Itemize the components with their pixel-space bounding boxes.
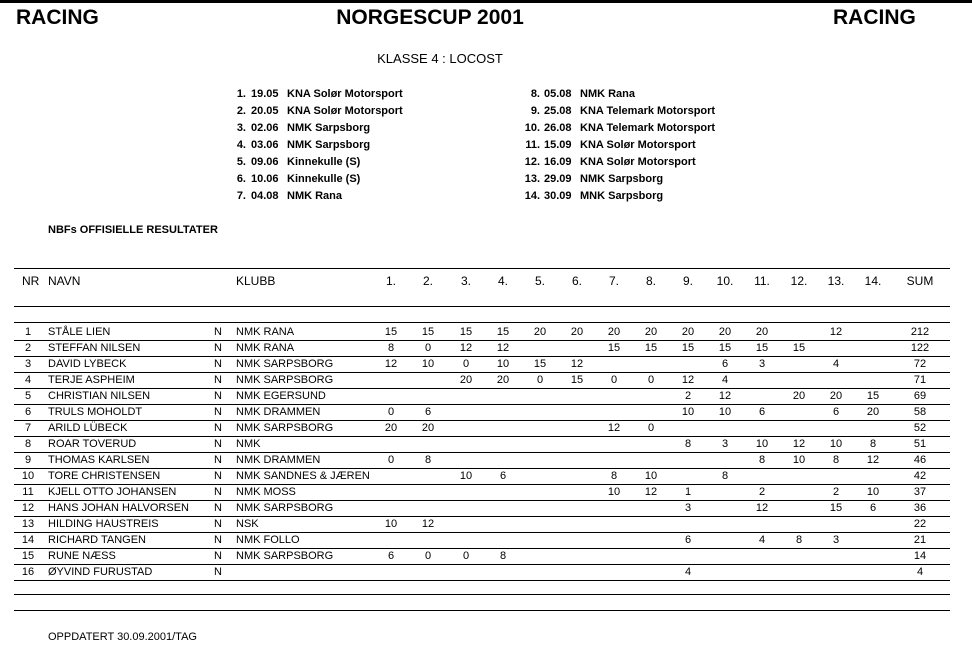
row-sum: 72	[913, 358, 927, 370]
schedule-num: 2.	[236, 105, 246, 117]
schedule-date: 20.05	[251, 105, 279, 117]
column-header-club: KLUBB	[236, 274, 276, 288]
row-rank: 7	[24, 422, 32, 434]
schedule-place: Kinnekulle (S)	[287, 156, 361, 168]
row-score: 20	[792, 390, 806, 402]
row-score: 12	[792, 438, 806, 450]
row-score: 3	[832, 534, 840, 546]
row-sum: 36	[913, 502, 927, 514]
column-header-race: 13.	[827, 274, 845, 288]
divider	[14, 548, 950, 549]
schedule-item	[518, 171, 715, 188]
divider	[14, 484, 950, 485]
row-score: 20	[384, 422, 398, 434]
schedule-date: 19.05	[251, 88, 279, 100]
schedule-place: NMK Sarpsborg	[287, 139, 371, 151]
column-header-race: 10.	[716, 274, 734, 288]
schedule-num: 9.	[530, 105, 540, 117]
class-label: KLASSE 4 : LOCOST	[377, 51, 503, 66]
schedule-date: 04.08	[251, 190, 279, 202]
row-score: 4	[721, 374, 729, 386]
row-score: 3	[758, 358, 766, 370]
row-score: 10	[607, 486, 621, 498]
row-rank: 8	[24, 438, 32, 450]
row-name: ØYVIND FURUSTAD	[48, 566, 153, 578]
row-club: NMK EGERSUND	[236, 390, 326, 402]
header-left: RACING	[16, 6, 99, 29]
row-score: 6	[869, 502, 877, 514]
schedule-place: KNA Solør Motorsport	[580, 156, 696, 168]
row-name: STÅLE LIEN	[48, 326, 111, 338]
divider	[14, 436, 950, 437]
schedule-date: 05.08	[544, 88, 572, 100]
row-rank: 5	[24, 390, 32, 402]
row-score: 0	[462, 358, 470, 370]
schedule-date: 02.06	[251, 122, 279, 134]
row-score: 15	[384, 326, 398, 338]
column-header-race: 7.	[608, 274, 619, 288]
row-score: 8	[721, 470, 729, 482]
row-score: 8	[795, 534, 803, 546]
schedule-place: KNA Solør Motorsport	[287, 88, 403, 100]
row-nation: N	[214, 438, 222, 450]
row-score: 20	[459, 374, 473, 386]
row-score: 10	[421, 358, 435, 370]
row-score: 15	[718, 342, 732, 354]
row-sum: 52	[913, 422, 927, 434]
column-header-race: 1.	[385, 274, 396, 288]
row-score: 20	[866, 406, 880, 418]
row-score: 10	[829, 438, 843, 450]
row-score: 8	[499, 550, 507, 562]
row-club: NMK SARPSBORG	[236, 502, 334, 514]
divider	[14, 340, 950, 341]
row-nation: N	[214, 390, 222, 402]
row-score: 20	[644, 326, 658, 338]
row-score: 20	[755, 326, 769, 338]
row-name: THOMAS KARLSEN	[48, 454, 150, 466]
column-header-race: 5.	[534, 274, 545, 288]
row-rank: 13	[21, 518, 35, 530]
row-sum: 22	[913, 518, 927, 530]
row-score: 15	[644, 342, 658, 354]
row-score: 10	[496, 358, 510, 370]
row-name: RICHARD TANGEN	[48, 534, 146, 546]
row-name: HANS JOHAN HALVORSEN	[48, 502, 189, 514]
schedule-item	[518, 137, 715, 154]
row-score: 0	[536, 374, 544, 386]
row-score: 15	[421, 326, 435, 338]
page-title: NORGESCUP 2001	[336, 6, 524, 29]
row-sum: 46	[913, 454, 927, 466]
row-rank: 4	[24, 374, 32, 386]
row-score: 8	[424, 454, 432, 466]
row-score: 15	[607, 342, 621, 354]
divider	[14, 580, 950, 581]
row-nation: N	[214, 534, 222, 546]
row-score: 6	[832, 406, 840, 418]
row-score: 4	[758, 534, 766, 546]
column-header-name: NAVN	[48, 274, 81, 288]
row-sum: 212	[910, 326, 930, 338]
row-nation: N	[214, 502, 222, 514]
schedule-place: KNA Solør Motorsport	[287, 105, 403, 117]
row-score: 20	[533, 326, 547, 338]
row-rank: 11	[22, 486, 34, 498]
row-name: CHRISTIAN NILSEN	[48, 390, 151, 402]
row-score: 8	[610, 470, 618, 482]
row-club: NMK RANA	[236, 342, 295, 354]
column-header-race: 3.	[460, 274, 471, 288]
schedule-place: Kinnekulle (S)	[287, 173, 361, 185]
row-score: 0	[387, 406, 395, 418]
row-club: NSK	[236, 518, 259, 530]
divider	[14, 452, 950, 453]
row-club: NMK RANA	[236, 326, 295, 338]
row-score: 10	[681, 406, 695, 418]
row-score: 6	[758, 406, 766, 418]
schedule-num: 5.	[236, 156, 246, 168]
schedule-item	[228, 171, 403, 188]
schedule-right	[518, 86, 715, 205]
column-header-race: 9.	[682, 274, 693, 288]
row-nation: N	[214, 566, 222, 578]
divider	[14, 500, 950, 501]
divider	[14, 388, 950, 389]
row-score: 12	[829, 326, 843, 338]
row-score: 12	[570, 358, 584, 370]
row-name: ROAR TOVERUD	[48, 438, 137, 450]
header-right: RACING	[833, 6, 916, 29]
row-score: 20	[421, 422, 435, 434]
row-sum: 42	[913, 470, 927, 482]
schedule-left	[228, 86, 403, 205]
row-score: 15	[792, 342, 806, 354]
row-nation: N	[214, 374, 222, 386]
column-header-race: 12.	[790, 274, 808, 288]
row-score: 12	[496, 342, 510, 354]
row-score: 2	[684, 390, 692, 402]
schedule-date: 09.06	[251, 156, 279, 168]
column-header-nr: NR	[22, 274, 40, 288]
schedule-item	[228, 86, 403, 103]
row-club: NMK SARPSBORG	[236, 358, 334, 370]
schedule-num: 1.	[236, 88, 246, 100]
row-score: 1	[684, 486, 692, 498]
row-name: HILDING HAUSTREIS	[48, 518, 159, 530]
row-rank: 6	[24, 406, 32, 418]
row-score: 12	[459, 342, 473, 354]
row-sum: 69	[913, 390, 927, 402]
column-header-race: 6.	[571, 274, 582, 288]
schedule-num: 6.	[236, 173, 246, 185]
row-score: 20	[570, 326, 584, 338]
row-name: TRULS MOHOLDT	[48, 406, 143, 418]
row-score: 10	[459, 470, 473, 482]
row-score: 0	[647, 374, 655, 386]
divider	[14, 372, 950, 373]
row-nation: N	[214, 470, 222, 482]
schedule-item	[518, 154, 715, 171]
row-score: 6	[684, 534, 692, 546]
row-score: 20	[496, 374, 510, 386]
row-name: STEFFAN NILSEN	[48, 342, 141, 354]
row-name: DAVID LYBECK	[48, 358, 127, 370]
row-nation: N	[214, 454, 222, 466]
row-rank: 9	[24, 454, 32, 466]
row-score: 8	[758, 454, 766, 466]
schedule-date: 16.09	[544, 156, 572, 168]
row-score: 12	[607, 422, 621, 434]
column-header-race: 11.	[754, 274, 770, 288]
schedule-place: NMK Rana	[580, 88, 636, 100]
schedule-item	[228, 188, 403, 205]
divider	[14, 404, 950, 405]
schedule-date: 25.08	[544, 105, 572, 117]
row-score: 15	[496, 326, 510, 338]
row-club: NMK SANDNES & JÆREN	[236, 470, 370, 482]
schedule-item	[518, 120, 715, 137]
schedule-num: 12.	[524, 156, 540, 168]
official-results-label: NBFs OFFISIELLE RESULTATER	[48, 224, 218, 236]
schedule-place: NMK Sarpsborg	[580, 173, 664, 185]
schedule-place: NMK Sarpsborg	[287, 122, 371, 134]
row-score: 3	[684, 502, 692, 514]
row-score: 0	[424, 550, 432, 562]
row-name: RUNE NÆSS	[48, 550, 116, 562]
row-nation: N	[214, 518, 222, 530]
row-rank: 16	[21, 566, 35, 578]
row-score: 10	[866, 486, 880, 498]
row-score: 2	[758, 486, 766, 498]
row-sum: 122	[910, 342, 930, 354]
schedule-num: 7.	[236, 190, 246, 202]
row-score: 0	[610, 374, 618, 386]
schedule-num: 11.	[525, 139, 540, 151]
schedule-item	[518, 103, 715, 120]
row-club: NMK SARPSBORG	[236, 550, 334, 562]
row-name: ARILD LÜBECK	[48, 422, 128, 434]
row-score: 15	[459, 326, 473, 338]
schedule-item	[228, 103, 403, 120]
row-score: 15	[755, 342, 769, 354]
schedule-date: 03.06	[251, 139, 279, 151]
row-score: 20	[718, 326, 732, 338]
divider	[14, 594, 950, 595]
schedule-num: 14.	[524, 190, 540, 202]
schedule-date: 30.09	[544, 190, 572, 202]
row-score: 6	[499, 470, 507, 482]
row-score: 12	[681, 374, 695, 386]
row-sum: 51	[913, 438, 927, 450]
schedule-date: 26.08	[544, 122, 572, 134]
row-score: 0	[647, 422, 655, 434]
row-score: 6	[387, 550, 395, 562]
schedule-place: KNA Telemark Motorsport	[580, 122, 716, 134]
divider	[14, 356, 950, 357]
row-sum: 21	[913, 534, 927, 546]
row-club: NMK MOSS	[236, 486, 296, 498]
column-header-race: 4.	[497, 274, 508, 288]
row-score: 10	[644, 470, 658, 482]
divider	[14, 268, 950, 269]
row-score: 12	[644, 486, 658, 498]
row-rank: 2	[24, 342, 32, 354]
row-name: KJELL OTTO JOHANSEN	[48, 486, 177, 498]
row-name: TORE CHRISTENSEN	[48, 470, 161, 482]
row-club: NMK SARPSBORG	[236, 422, 334, 434]
row-score: 15	[570, 374, 584, 386]
row-nation: N	[214, 326, 222, 338]
row-score: 8	[869, 438, 877, 450]
schedule-place: KNA Telemark Motorsport	[580, 105, 716, 117]
schedule-date: 15.09	[544, 139, 572, 151]
row-sum: 71	[913, 374, 927, 386]
schedule-item	[228, 154, 403, 171]
schedule-date: 10.06	[251, 173, 279, 185]
row-score: 20	[829, 390, 843, 402]
column-header-race: 8.	[645, 274, 656, 288]
row-score: 8	[832, 454, 840, 466]
row-score: 12	[755, 502, 769, 514]
row-score: 12	[384, 358, 398, 370]
row-score: 0	[462, 550, 470, 562]
row-name: TERJE ASPHEIM	[48, 374, 135, 386]
divider	[14, 306, 950, 307]
divider	[14, 564, 950, 565]
row-nation: N	[214, 422, 222, 434]
divider	[14, 420, 950, 421]
schedule-place: MNK Sarpsborg	[580, 190, 664, 202]
schedule-item	[228, 137, 403, 154]
row-score: 12	[866, 454, 880, 466]
row-score: 3	[721, 438, 729, 450]
row-score: 8	[387, 342, 395, 354]
row-score: 20	[607, 326, 621, 338]
schedule-num: 3.	[236, 122, 246, 134]
row-club: NMK DRAMMEN	[236, 454, 321, 466]
row-score: 2	[832, 486, 840, 498]
row-score: 15	[533, 358, 547, 370]
row-score: 8	[684, 438, 692, 450]
row-sum: 37	[913, 486, 927, 498]
row-rank: 3	[24, 358, 32, 370]
schedule-place: KNA Solør Motorsport	[580, 139, 696, 151]
row-sum: 14	[913, 550, 927, 562]
column-header-race: 14.	[864, 274, 882, 288]
schedule-date: 29.09	[544, 173, 572, 185]
schedule-num: 4.	[236, 139, 246, 151]
row-score: 12	[421, 518, 435, 530]
row-nation: N	[214, 550, 222, 562]
schedule-item	[518, 188, 715, 205]
row-sum: 58	[913, 406, 927, 418]
row-score: 0	[387, 454, 395, 466]
row-score: 4	[832, 358, 840, 370]
row-rank: 12	[21, 502, 35, 514]
row-nation: N	[214, 406, 222, 418]
row-nation: N	[214, 486, 222, 498]
row-nation: N	[214, 342, 222, 354]
row-sum: 4	[916, 566, 924, 578]
row-rank: 15	[21, 550, 35, 562]
divider	[14, 532, 950, 533]
schedule-num: 10.	[524, 122, 540, 134]
row-score: 6	[424, 406, 432, 418]
row-score: 15	[829, 502, 843, 514]
row-score: 10	[718, 406, 732, 418]
divider	[14, 516, 950, 517]
column-header-race: 2.	[422, 274, 433, 288]
row-club: NMK DRAMMEN	[236, 406, 321, 418]
row-score: 20	[681, 326, 695, 338]
divider	[14, 468, 950, 469]
row-rank: 10	[21, 470, 35, 482]
row-nation: N	[214, 358, 222, 370]
row-club: NMK FOLLO	[236, 534, 300, 546]
schedule-num: 13.	[524, 173, 540, 185]
row-score: 15	[866, 390, 880, 402]
row-rank: 14	[21, 534, 35, 546]
row-rank: 1	[24, 326, 32, 338]
row-score: 6	[721, 358, 729, 370]
row-score: 0	[424, 342, 432, 354]
divider	[14, 322, 950, 323]
row-club: NMK SARPSBORG	[236, 374, 334, 386]
row-score: 10	[384, 518, 398, 530]
updated-footer: OPPDATERT 30.09.2001/TAG	[48, 631, 197, 643]
divider	[14, 610, 950, 611]
schedule-place: NMK Rana	[287, 190, 343, 202]
row-score: 4	[684, 566, 692, 578]
row-score: 15	[681, 342, 695, 354]
row-score: 10	[755, 438, 769, 450]
row-club: NMK	[236, 438, 261, 450]
column-header-sum: SUM	[906, 274, 934, 288]
row-score: 12	[718, 390, 732, 402]
schedule-item	[228, 120, 403, 137]
schedule-num: 8.	[530, 88, 540, 100]
top-border	[0, 0, 972, 3]
row-score: 10	[792, 454, 806, 466]
schedule-item	[518, 86, 715, 103]
